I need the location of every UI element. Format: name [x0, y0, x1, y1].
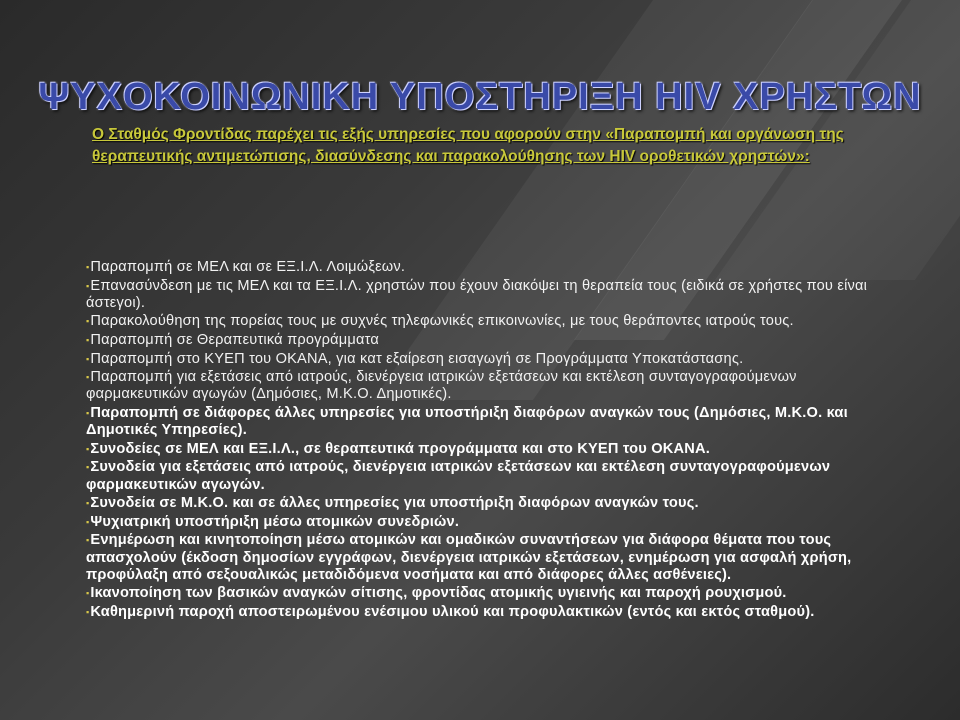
- bullet-text: Ψυχιατρική υποστήριξη μέσω ατομικών συνεδριών.: [90, 513, 460, 530]
- bullet-text: Επανασύνδεση με τις ΜΕΛ και τα ΕΞ.Ι.Λ. χρηστών που έχουν διακόψει τη θεραπεία τους (ειδικά σε χρήστες που είναι άστεγοι).: [86, 277, 868, 311]
- bullet-item: [86, 332, 876, 349]
- bullet-item: [86, 585, 876, 602]
- square-bullet-icon: ▪: [86, 334, 90, 345]
- square-bullet-icon: ▪: [86, 316, 90, 327]
- bullet-text: Παραπομπή στο ΚΥΕΠ του ΟΚΑΝΑ, για κατ εξαίρεση εισαγωγή σε Προγράμματα Υποκατάστασης.: [90, 350, 744, 367]
- bullet-text: Συνοδεία για εξετάσεις από ιατρούς, διενέργεια ιατρικών εξετάσεων και εκτέλεση συνταγογραφούμενων φαρμακευτικών αγωγών.: [86, 459, 831, 493]
- bullet-text: Συνοδεία σε Μ.Κ.Ο. και σε άλλες υπηρεσίες για υποστήριξη διαφόρων αναγκών τους.: [90, 495, 699, 512]
- bullet-item: [86, 441, 876, 458]
- square-bullet-icon: ▪: [86, 262, 90, 272]
- bullet-item: [86, 369, 876, 403]
- bullet-item: [86, 459, 876, 493]
- bullet-item: [86, 495, 876, 512]
- bullet-item: [86, 351, 876, 368]
- bullet-item: [86, 278, 876, 312]
- bullet-item: [86, 259, 876, 276]
- square-bullet-icon: ▪: [86, 462, 90, 473]
- bullet-text: Παρακολούθηση της πορείας τους με συχνές τηλεφωνικές επικοινωνίες, με τους θεράποντες ιατρούς τους.: [90, 313, 794, 330]
- bullet-text: Ενημέρωση και κινητοποίηση μέσω ατομικών και ομαδικών συναντήσεων για διάφορα θέματα που τους απασχολούν (έκδοση δημοσίων εγγράφων, διενέργεια ιατρικών εξετάσεων, ενημέρωση για ασφαλή χρήση, προφύλαξη από σεξουαλικώς μεταδιδόμενα νοσήματα και από διάφορες άλλες ασθένειες).: [86, 532, 852, 583]
- square-bullet-icon: ▪: [86, 280, 90, 291]
- bullet-item: [86, 604, 876, 621]
- square-bullet-icon: ▪: [86, 516, 90, 527]
- bullet-item: [86, 405, 876, 439]
- bullet-text: Παραπομπή σε διάφορες άλλες υπηρεσίες για υποστήριξη διαφόρων αναγκών τους (Δημόσιες, Μ.Κ.Ο. και Δημοτικές Υπηρεσίες).: [86, 404, 848, 439]
- slide-title: ΨΥΧΟΚΟΙΝΩΝΙΚΗ ΥΠΟΣΤΗΡΙΞΗ HIV ΧΡΗΣΤΩΝ: [38, 76, 922, 118]
- square-bullet-icon: ▪: [86, 498, 90, 509]
- bullet-text: Ικανοποίηση των βασικών αναγκών σίτισης, φροντίδας ατομικής υγιεινής και παροχή ρουχισμού.: [90, 585, 787, 602]
- bullet-text: Συνοδείες σε ΜΕΛ και ΕΞ.Ι.Λ., σε θεραπευτικά προγράμματα και στο ΚΥΕΠ του ΟΚΑΝΑ.: [90, 440, 710, 457]
- bullet-list: [86, 259, 876, 623]
- square-bullet-icon: ▪: [86, 407, 90, 418]
- bullet-text: Καθημερινή παροχή αποστειρωμένου ενέσιμου υλικού και προφυλακτικών (εντός και εκτός σταθμού).: [90, 603, 815, 620]
- bullet-text: Παραπομπή σε ΜΕΛ και σε ΕΞ.Ι.Λ. Λοιμώξεων.: [90, 259, 406, 275]
- bullet-item: [86, 313, 876, 330]
- bullet-text: Παραπομπή για εξετάσεις από ιατρούς, διενέργεια ιατρικών εξετάσεων και εκτέλεση συνταγογραφούμενων φαρμακευτικών αγωγών (Δημόσιες, Μ.Κ.Ο. Δημοτικές).: [86, 369, 797, 403]
- square-bullet-icon: ▪: [86, 588, 90, 599]
- square-bullet-icon: ▪: [86, 372, 90, 383]
- square-bullet-icon: ▪: [86, 353, 90, 364]
- square-bullet-icon: ▪: [86, 606, 90, 617]
- bullet-item: [86, 532, 876, 584]
- intro-text: Ο Σταθμός Φροντίδας παρέχει τις εξής υπηρεσίες που αφορούν στην «Παραπομπή και οργάνωση της θεραπευτικής αντιμετώπισης, διασύνδεσης και παρακολούθησης των HIV οροθετικών χρηστών»:: [92, 126, 844, 165]
- bullet-item: [86, 514, 876, 531]
- square-bullet-icon: ▪: [86, 443, 90, 454]
- square-bullet-icon: ▪: [86, 535, 90, 546]
- bullet-text: Παραπομπή σε Θεραπευτικά προγράμματα: [90, 331, 380, 348]
